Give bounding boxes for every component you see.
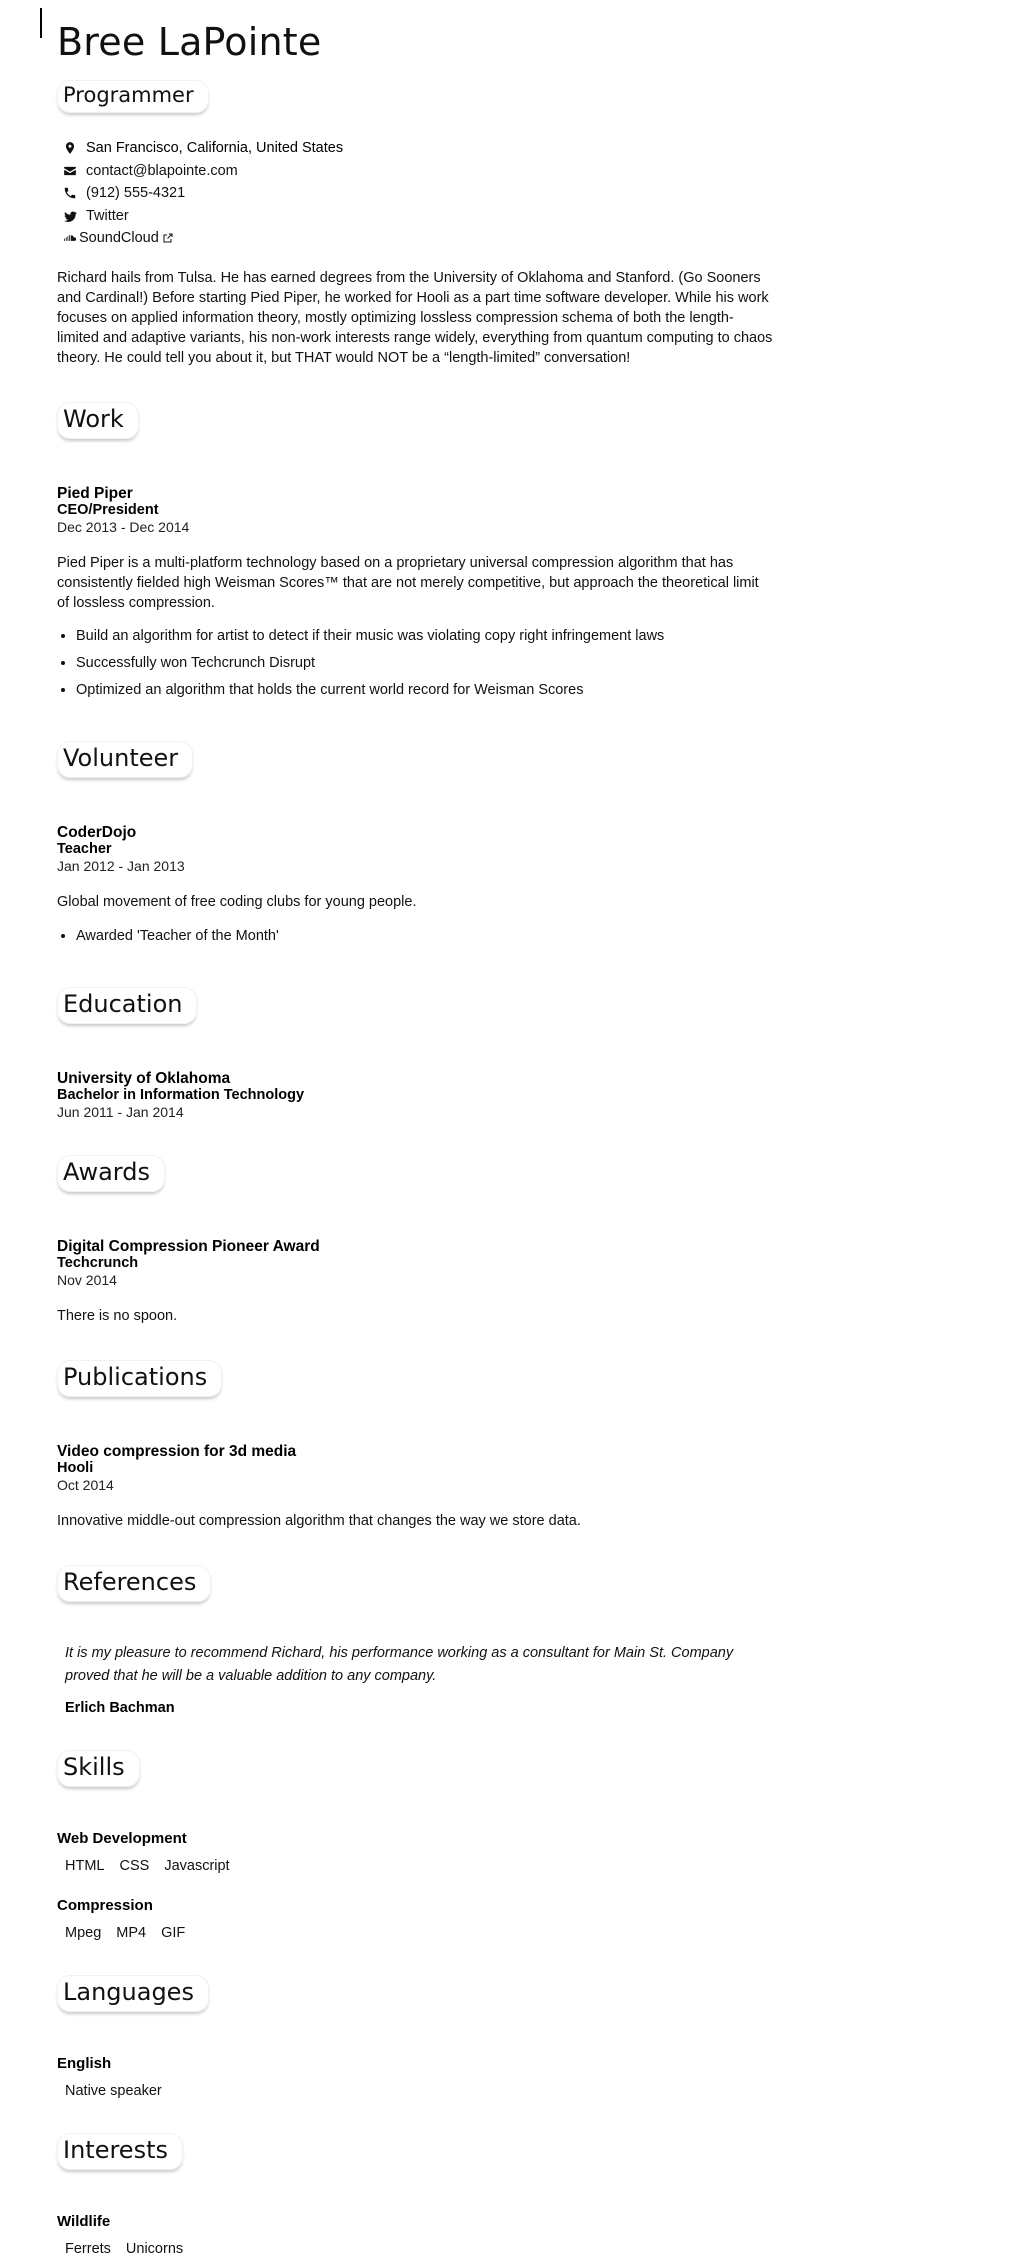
twitter-link[interactable]: Twitter bbox=[86, 207, 129, 224]
award-summary: There is no spoon. bbox=[57, 1307, 178, 1324]
skill-group-name: Compression bbox=[57, 1896, 153, 1914]
twitter-icon bbox=[62, 208, 77, 223]
contact-soundcloud bbox=[62, 227, 773, 250]
reference-quote: It is my pleasure to recommend Richard, his performance working as a consultant for Main St. Company proved that he will be a valuable addition to any company. bbox=[65, 1645, 734, 1685]
reference-item bbox=[57, 1642, 773, 1715]
email-link[interactable]: contact@blapointe.com bbox=[86, 162, 238, 179]
highlight-item: • Awarded 'Teacher of the Month' bbox=[76, 926, 773, 946]
resume-page bbox=[57, 0, 773, 2257]
language-fluency: Native speaker bbox=[65, 2082, 162, 2099]
publication-item bbox=[57, 1443, 773, 1531]
education-item bbox=[57, 1070, 773, 1121]
section-publications bbox=[57, 1326, 773, 1531]
company-name: Pied Piper bbox=[57, 484, 133, 502]
contact-list bbox=[57, 137, 773, 250]
keyword: Javascript bbox=[164, 1857, 230, 1874]
reference-name: Erlich Bachman bbox=[65, 1699, 175, 1716]
job-dates: Dec 2013 - Dec 2014 bbox=[57, 518, 190, 535]
publication-date: Oct 2014 bbox=[57, 1476, 114, 1493]
soundcloud-link[interactable]: SoundCloud bbox=[79, 230, 159, 247]
section-education bbox=[57, 953, 773, 1121]
keyword: Mpeg bbox=[65, 1924, 102, 1941]
keyword: MP4 bbox=[116, 1924, 147, 1941]
skill-keywords bbox=[57, 1925, 773, 1941]
volunteer-section-title: Volunteer bbox=[57, 741, 193, 778]
section-languages bbox=[57, 1941, 773, 2099]
job-summary: Pied Piper is a multi-platform technology based on a proprietary universal compression algorithm that has consistently fielded high Weisman Scores™ that are not merely competitive, but approach the theoretical limit of lossless compression. bbox=[57, 554, 759, 612]
envelope-icon bbox=[62, 163, 77, 178]
interests-section-title: Interests bbox=[57, 2133, 183, 2170]
job-label-badge: Programmer bbox=[57, 80, 209, 113]
job-position: CEO/President bbox=[57, 501, 159, 518]
work-item bbox=[57, 485, 773, 701]
award-title: Digital Compression Pioneer Award bbox=[57, 1237, 320, 1255]
institution-name: University of Oklahoma bbox=[57, 1069, 231, 1087]
keyword: GIF bbox=[161, 1924, 186, 1941]
interest-keywords bbox=[57, 2241, 773, 2257]
section-awards bbox=[57, 1121, 773, 1326]
keyword: CSS bbox=[119, 1857, 150, 1874]
skill-group bbox=[57, 1897, 773, 1941]
interest-group bbox=[57, 2213, 773, 2257]
external-link-icon bbox=[162, 232, 175, 245]
education-section-title: Education bbox=[57, 987, 197, 1024]
location-pin-icon bbox=[62, 141, 77, 156]
organization-name: CoderDojo bbox=[57, 824, 137, 842]
contact-email bbox=[62, 160, 773, 183]
languages-section-title: Languages bbox=[57, 1975, 209, 2012]
skill-group-name: Web Development bbox=[57, 1829, 187, 1847]
award-item bbox=[57, 1238, 773, 1326]
section-interests bbox=[57, 2099, 773, 2257]
section-skills bbox=[57, 1716, 773, 1941]
summary-text: Richard hails from Tulsa. He has earned degrees from the University of Oklahoma and Stanford. (Go Sooners and Cardinal!) Before starting Pied Piper, he worked for Hooli as a part time software developer. While his work focuses on applied information theory, mostly optimizing lossless compression schema of both the length-limited and adaptive variants, his non-work interests range widely, everything from quantum computing to chaos theory. He could tell you about it, but THAT would NOT be a “length-limited” conversation! bbox=[57, 269, 773, 366]
publications-section-title: Publications bbox=[57, 1360, 222, 1397]
publication-name: Video compression for 3d media bbox=[57, 1442, 297, 1460]
contact-twitter bbox=[62, 205, 773, 228]
cursor-artifact bbox=[40, 8, 42, 38]
section-references bbox=[57, 1531, 773, 1715]
phone-icon bbox=[62, 186, 77, 201]
highlight-item: • Optimized an algorithm that holds the current world record for Weisman Scores bbox=[76, 680, 773, 700]
references-section-title: References bbox=[57, 1565, 211, 1602]
skill-keywords bbox=[57, 1858, 773, 1874]
volunteer-summary: Global movement of free coding clubs for young people. bbox=[57, 894, 417, 911]
highlight-item: • Build an algorithm for artist to detect if their music was violating copy right infringement laws bbox=[76, 626, 773, 646]
highlight-item: • Successfully won Techcrunch Disrupt bbox=[76, 653, 773, 673]
resume-header bbox=[57, 20, 773, 368]
keyword: Unicorns bbox=[125, 2240, 184, 2257]
education-dates: Jun 2011 - Jan 2014 bbox=[57, 1103, 184, 1120]
person-name: Bree LaPointe bbox=[57, 20, 322, 64]
volunteer-highlights bbox=[57, 926, 773, 946]
awards-section-title: Awards bbox=[57, 1155, 165, 1192]
skills-section-title: Skills bbox=[57, 1750, 140, 1787]
work-section-title: Work bbox=[57, 402, 139, 439]
phone-link[interactable]: (912) 555-4321 bbox=[86, 185, 186, 202]
contact-location bbox=[62, 137, 773, 160]
interest-group-name: Wildlife bbox=[57, 2212, 111, 2230]
section-volunteer bbox=[57, 707, 773, 945]
keyword: HTML bbox=[65, 1857, 105, 1874]
degree-name: Bachelor in Information Technology bbox=[57, 1086, 305, 1103]
keyword: Ferrets bbox=[65, 2240, 111, 2257]
language-item bbox=[57, 2055, 773, 2099]
soundcloud-icon bbox=[62, 231, 77, 246]
publication-publisher: Hooli bbox=[57, 1459, 94, 1476]
publication-summary: Innovative middle-out compression algorithm that changes the way we store data. bbox=[57, 1512, 581, 1529]
volunteer-dates: Jan 2012 - Jan 2013 bbox=[57, 858, 185, 875]
language-name: English bbox=[57, 2054, 112, 2072]
volunteer-position: Teacher bbox=[57, 841, 112, 858]
contact-phone bbox=[62, 182, 773, 205]
skill-group bbox=[57, 1830, 773, 1874]
job-highlights bbox=[57, 626, 773, 700]
section-work bbox=[57, 368, 773, 701]
award-date: Nov 2014 bbox=[57, 1271, 117, 1288]
award-awarder: Techcrunch bbox=[57, 1254, 139, 1271]
location-text: San Francisco, California, United States bbox=[86, 140, 344, 157]
volunteer-item bbox=[57, 824, 773, 945]
